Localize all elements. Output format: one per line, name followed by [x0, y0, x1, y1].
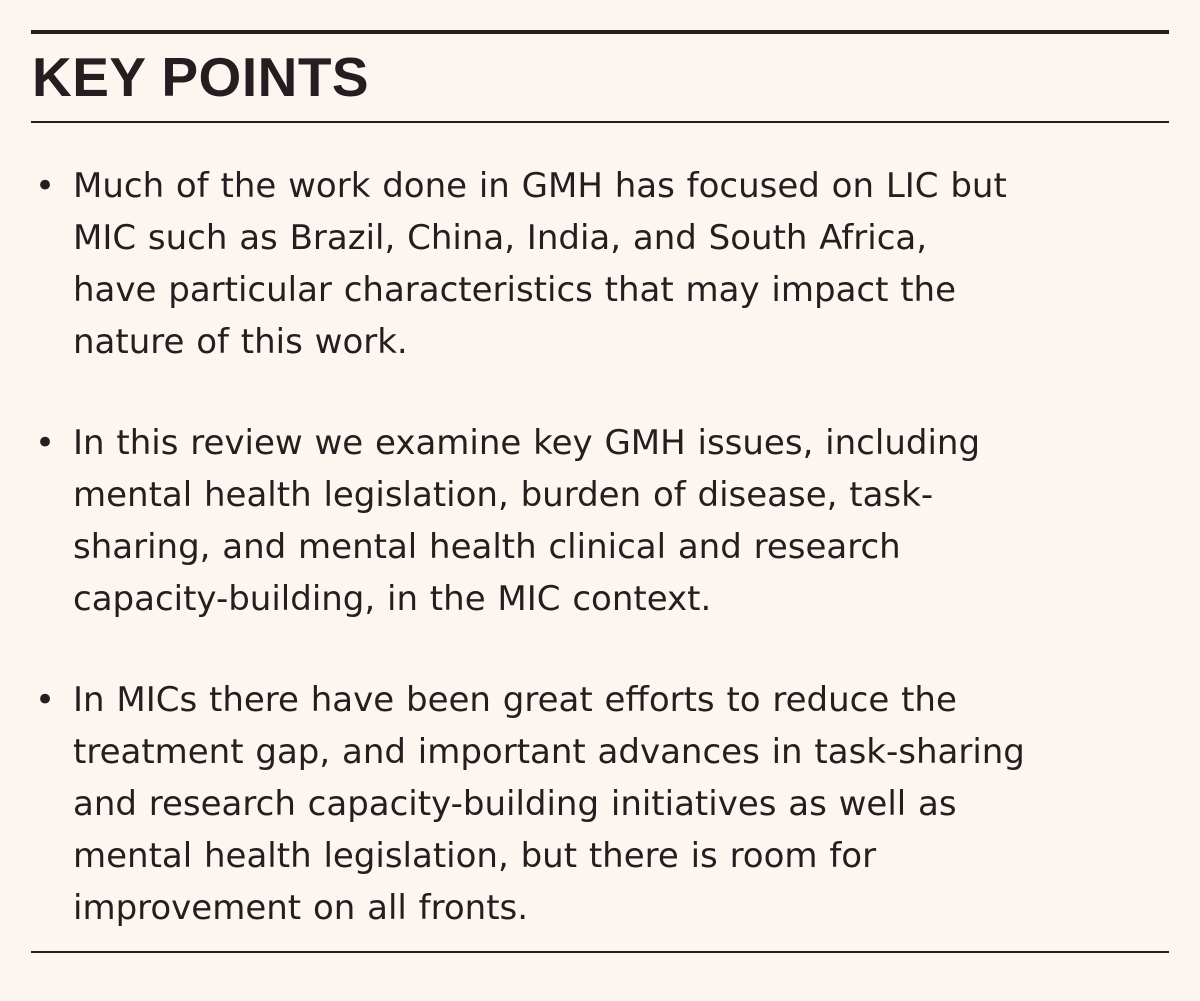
key-points-list	[32, 160, 1172, 934]
key-point-line: capacity-building, in the MIC context.	[73, 579, 712, 619]
key-point-line: nature of this work.	[73, 322, 408, 362]
key-point-line: and research capacity-building initiatives as well as	[73, 784, 957, 824]
key-point-line: have particular characteristics that may impact the	[73, 270, 957, 310]
key-point-1	[32, 160, 1172, 368]
key-point-line: mental health legislation, burden of disease, task-	[73, 475, 934, 515]
key-point-line: MIC such as Brazil, China, India, and South Africa,	[73, 218, 928, 258]
key-point-line: sharing, and mental health clinical and research	[73, 527, 901, 567]
top-rule	[31, 30, 1169, 34]
bullet-icon: •	[35, 680, 56, 720]
key-point-line: In this review we examine key GMH issues, including	[73, 423, 981, 463]
key-point-line: In MICs there have been great efforts to reduce the	[73, 680, 957, 720]
title-rule	[31, 121, 1169, 123]
key-point-2	[32, 417, 1172, 625]
bullet-icon: •	[35, 423, 56, 463]
key-point-line: treatment gap, and important advances in task-sharing	[73, 732, 1025, 772]
box-title: KEY POINTS	[32, 46, 370, 108]
key-point-line: Much of the work done in GMH has focused on LIC but	[73, 166, 1007, 206]
key-point-line: improvement on all fronts.	[73, 888, 529, 928]
bottom-rule	[31, 951, 1169, 953]
bullet-icon: •	[35, 166, 56, 206]
key-point-line: mental health legislation, but there is room for	[73, 836, 877, 876]
key-point-3	[32, 674, 1172, 934]
